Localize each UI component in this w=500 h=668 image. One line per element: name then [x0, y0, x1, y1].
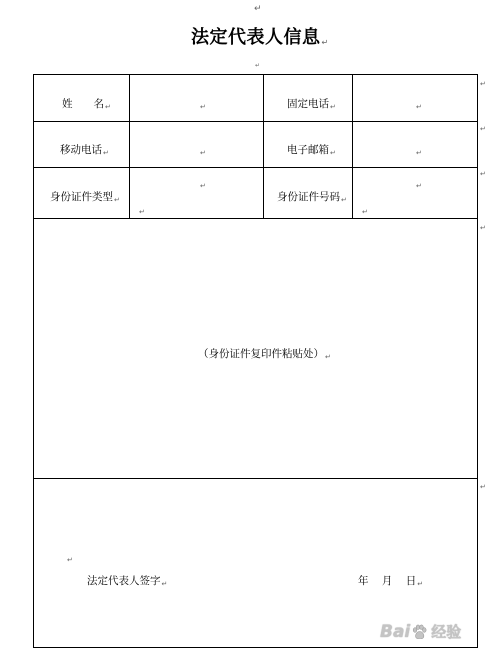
name-label-cell [33, 74, 130, 122]
id-number-label-line [277, 191, 347, 204]
cell-mark: ↵ [325, 353, 331, 361]
id-type-value-cell[interactable] [129, 167, 264, 219]
id-number-label-cell [263, 167, 353, 219]
name-label-line [62, 98, 111, 111]
landline-value-cell[interactable] [352, 74, 478, 122]
cell-mark: ↵ [330, 103, 336, 111]
baidu-jingyan-watermark [380, 622, 461, 642]
paragraph-mark: ↵ [254, 4, 262, 14]
page-title[interactable]: 法定代表人信息 [191, 27, 321, 48]
email-value-cell[interactable] [352, 121, 478, 168]
id-type-label: 身份证件类型 [50, 191, 113, 203]
paragraph-mark: ↵ [67, 556, 73, 564]
title-line [191, 27, 328, 49]
landline-label: 固定电话 [287, 98, 329, 110]
email-label-cell [263, 121, 353, 168]
landline-label-cell [263, 74, 353, 122]
cell-mark: ↵ [330, 149, 336, 157]
landline-label-line [287, 98, 336, 111]
mobile-label-cell [33, 121, 130, 168]
row-end-mark: ↵ [480, 170, 486, 178]
paragraph-mark: ↵ [200, 182, 206, 190]
date-label: 年 月 日 [358, 575, 417, 587]
cell-mark: ↵ [114, 196, 120, 204]
row-end-mark: ↵ [480, 483, 486, 491]
cell-mark: ↵ [416, 103, 422, 111]
name-label: 姓 名 [62, 98, 104, 110]
row-end-mark: ↵ [480, 80, 486, 88]
watermark-brand: Bai [380, 622, 411, 642]
email-label-line [287, 144, 336, 157]
cell-mark: ↵ [341, 196, 347, 204]
id-copy-placeholder-line [198, 348, 331, 361]
mobile-label-line [60, 144, 109, 157]
signature-label: 法定代表人签字 [87, 575, 161, 587]
cell-mark: ↵ [200, 103, 206, 111]
mobile-value-cell[interactable] [129, 121, 264, 168]
paragraph-mark: ↵ [416, 182, 422, 190]
row-end-mark: ↵ [480, 224, 486, 232]
paw-icon [411, 624, 428, 641]
paragraph-mark: ↵ [255, 62, 261, 69]
id-copy-paste-area[interactable] [33, 218, 478, 479]
cell-mark: ↵ [105, 103, 111, 111]
cell-mark: ↵ [139, 208, 145, 216]
date-label-line [358, 575, 423, 588]
cell-mark: ↵ [417, 580, 424, 588]
mobile-label: 移动电话 [60, 144, 102, 156]
cell-mark: ↵ [103, 149, 109, 157]
paragraph-mark: ↵ [161, 580, 168, 588]
row-end-mark: ↵ [480, 125, 486, 133]
id-number-value-cell[interactable] [352, 167, 478, 219]
cell-mark: ↵ [200, 149, 206, 157]
id-copy-placeholder: （身份证件复印件粘贴处） [198, 348, 324, 360]
email-label: 电子邮箱 [287, 144, 329, 156]
cell-mark: ↵ [416, 149, 422, 157]
id-type-label-cell [33, 167, 130, 219]
id-type-label-line [50, 191, 120, 204]
id-number-label: 身份证件号码 [277, 191, 340, 203]
watermark-text: 经验 [431, 623, 462, 641]
signature-label-line [87, 575, 167, 588]
cell-mark: ↵ [362, 208, 368, 216]
name-value-cell[interactable] [129, 74, 264, 122]
paragraph-mark: ↵ [321, 38, 329, 47]
